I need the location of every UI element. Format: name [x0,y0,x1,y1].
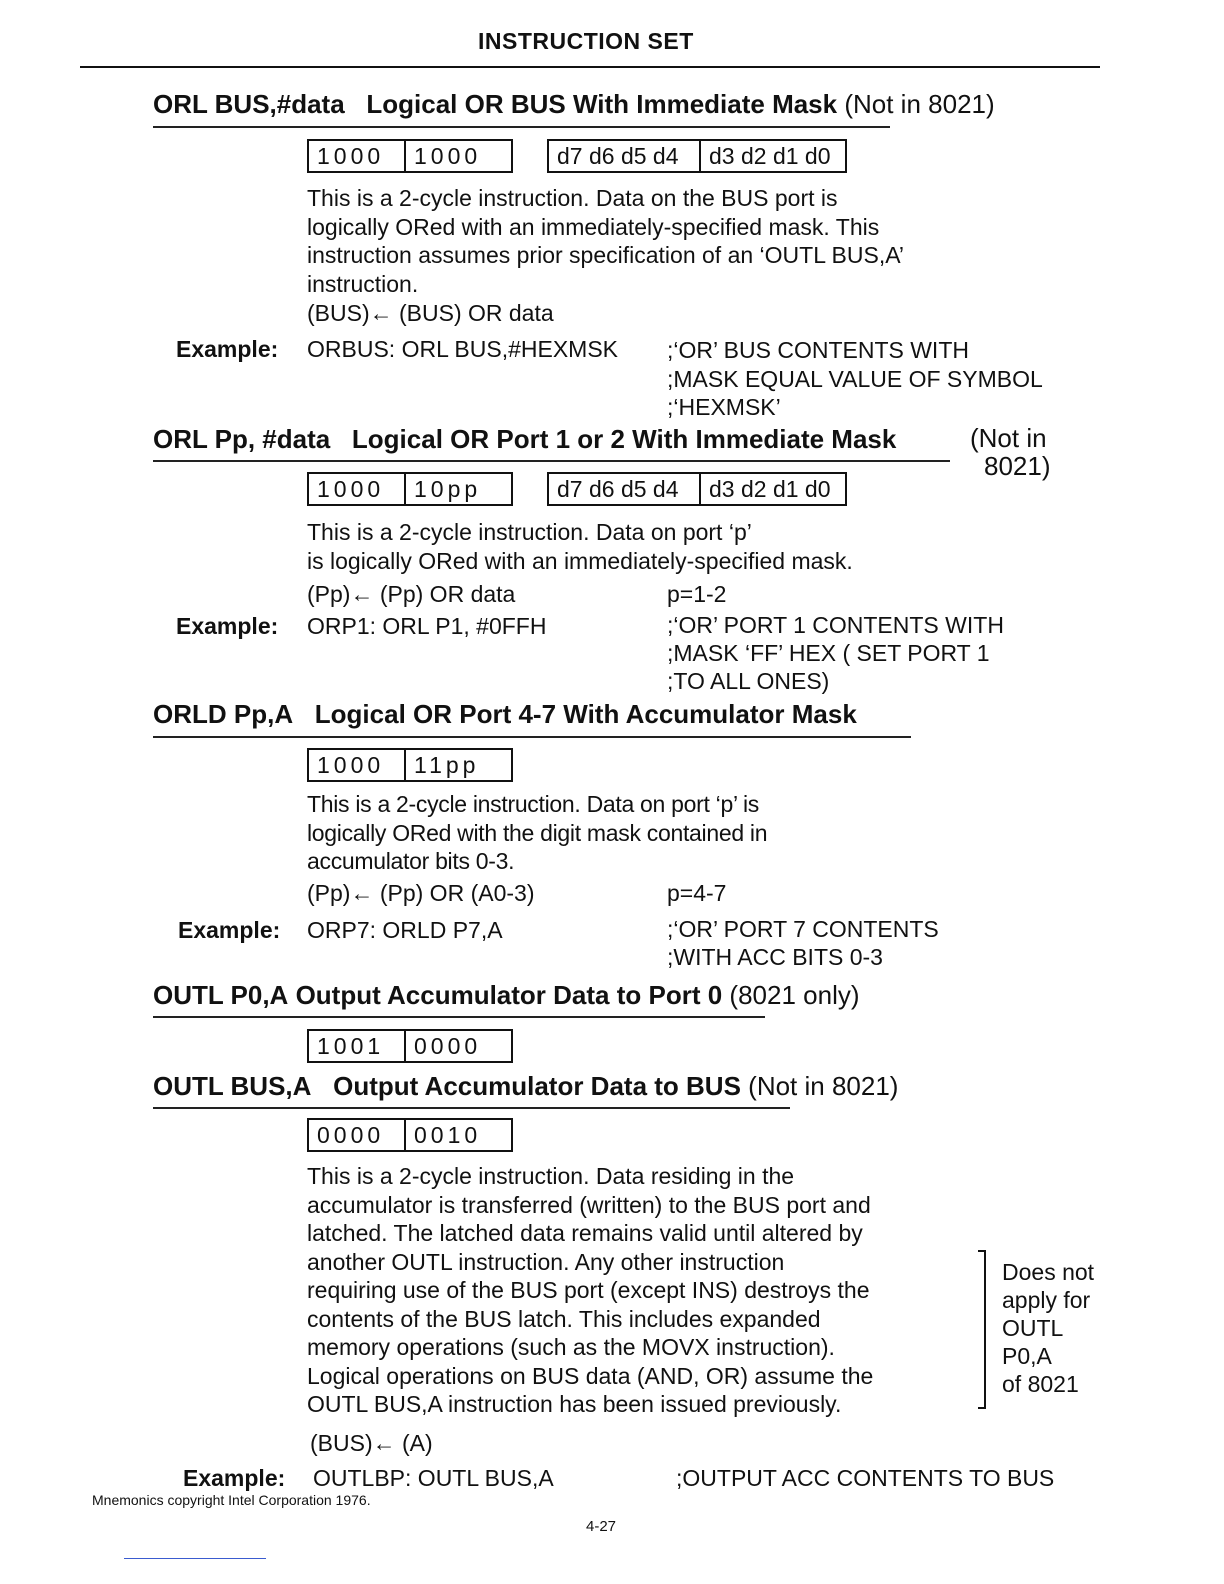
s2-imm-low: d3 d2 d1 d0 [699,474,845,504]
s5-equation: (BUS)← (A) [310,1430,433,1456]
s2-description: Logical OR Port 1 or 2 With Immediate Mask [351,424,897,454]
s5-side-note [1002,1258,1094,1398]
s2-title [153,424,896,455]
side-note-line: Does not [1002,1259,1095,1285]
s5-description: Output Accumulator Data to BUS [333,1071,741,1101]
s2-note-line2: 8021) [984,451,1051,481]
s3-example-code: ORP7: ORLD P7,A [307,917,503,943]
s5-note: (Not in 8021) [748,1071,899,1101]
s5-example-label: Example: [183,1465,286,1491]
s1-example-comment [667,336,1043,422]
s2-equation: (Pp)← (Pp) OR data [307,581,516,607]
s5-underline [153,1107,790,1109]
s1-example-code: ORBUS: ORL BUS,#HEXMSK [307,336,619,362]
s2-underline [153,460,950,462]
s3-equation: (Pp)← (Pp) OR (A0-3) [307,880,535,906]
s2-opcode-box [307,472,513,506]
s2-note-line1: (Not in [970,423,1047,453]
s2-opcode-high: 1000 [317,476,385,502]
s2-example-code: ORP1: ORL P1, #0FFH [307,613,547,639]
s1-opcode-box [307,139,513,173]
side-note-line: of 8021 [1002,1371,1079,1397]
side-note-line: OUTL [1002,1315,1064,1341]
s2-body-line: This is a 2-cycle instruction. Data on port ‘p’ [307,519,752,545]
s1-body-line: instruction. [307,270,419,297]
s5-body-line: memory operations (such as the MOVX instruction). [307,1334,835,1360]
s5-opcode-low: 0010 [404,1120,511,1150]
s5-mnemonic: OUTL BUS,A [153,1071,312,1101]
s5-body-line: This is a 2-cycle instruction. Data residing in the [307,1163,795,1189]
s2-comment-line: ;TO ALL ONES) [667,668,830,694]
s5-body-line: Logical operations on BUS data (AND, OR) assume the [307,1362,874,1389]
s1-imm-high: d7 d6 d5 d4 [557,143,679,169]
s1-title [153,89,995,120]
s1-body-line: This is a 2-cycle instruction. Data on the BUS port is [307,185,838,211]
s5-opcode-high: 0000 [317,1122,385,1148]
s3-body-line: accumulator bits 0-3. [307,848,515,874]
s1-comment-line: ;‘HEXMSK’ [667,394,781,420]
side-note-bracket [978,1250,986,1409]
s3-example-label: Example: [178,917,281,943]
s3-opcode-high: 1000 [317,752,385,778]
footer-link-line [124,1558,266,1559]
s2-body-line: is logically ORed with an immediately-specified mask. [307,547,853,574]
s3-body [307,790,767,876]
s1-comment-line: ;‘OR’ BUS CONTENTS WITH [667,337,969,363]
s5-opcode-box [307,1118,513,1152]
s1-opcode-low: 1000 [404,141,511,171]
s4-opcode-low: 0000 [404,1031,511,1061]
s3-mnemonic: ORLD Pp,A [153,699,294,729]
s5-body-line: latched. The latched data remains valid until altered by [307,1220,863,1246]
s2-example-comment [667,611,1004,695]
s4-opcode-box [307,1029,513,1063]
s4-underline [153,1016,765,1018]
s2-opcode-low: 10pp [404,474,511,504]
s3-body-line: logically ORed with the digit mask contained in [307,819,768,846]
s2-comment-line: ;‘OR’ PORT 1 CONTENTS WITH [667,612,1004,638]
s5-example-code: OUTLBP: OUTL BUS,A [313,1465,554,1491]
s3-comment-line: ;‘OR’ PORT 7 CONTENTS [667,916,939,942]
s4-note: (8021 only) [729,980,860,1010]
s5-body [307,1162,873,1419]
copyright-notice: Mnemonics copyright Intel Corporation 1976. [92,1492,371,1508]
s3-equation-note: p=4-7 [667,880,727,906]
s3-example-comment [667,915,939,971]
s1-note: (Not in 8021) [844,89,995,119]
s2-mnemonic: ORL Pp, #data [153,424,331,454]
s4-title [153,980,860,1011]
s5-body-line: another OUTL instruction. Any other instruction [307,1248,785,1275]
s2-immediate-box [547,472,847,506]
s1-underline [153,126,890,128]
s3-comment-line: ;WITH ACC BITS 0-3 [667,944,883,970]
s5-body-line: contents of the BUS latch. This includes expanded [307,1305,821,1332]
s1-imm-low: d3 d2 d1 d0 [699,141,845,171]
s5-body-line: requiring use of the BUS port (except INS) destroys the [307,1277,870,1303]
s3-body-line: This is a 2-cycle instruction. Data on port ‘p’ is [307,791,759,817]
side-note-line: P0,A [1002,1343,1052,1369]
s3-underline [153,736,911,738]
s1-equation: (BUS)← (BUS) OR data [307,300,554,326]
s1-mnemonic: ORL BUS,#data [153,89,345,119]
s1-body-line: instruction assumes prior specification of an ‘OUTL BUS,A’ [307,242,904,268]
s2-comment-line: ;MASK ‘FF’ HEX ( SET PORT 1 [667,640,990,666]
s5-body-line: OUTL BUS,A instruction has been issued previously. [307,1391,842,1417]
s5-body-line: accumulator is transferred (written) to the BUS port and [307,1191,871,1218]
s1-body [307,184,904,298]
s3-title [153,699,857,730]
header-rule [80,66,1100,68]
s5-title [153,1071,898,1102]
s1-opcode-high: 1000 [317,143,385,169]
s1-comment-line: ;MASK EQUAL VALUE OF SYMBOL [667,365,1043,392]
s1-example-label: Example: [176,336,279,362]
s4-opcode-high: 1001 [317,1033,385,1059]
page-number: 4-27 [586,1518,617,1535]
s4-description: Output Accumulator Data to Port 0 [295,980,723,1010]
s2-example-label: Example: [176,613,279,639]
s1-description: Logical OR BUS With Immediate Mask [366,89,838,119]
page-header: INSTRUCTION SET [478,28,694,54]
s2-note [970,424,1051,480]
s4-mnemonic: OUTL P0,A [153,980,289,1010]
s2-imm-high: d7 d6 d5 d4 [557,476,679,502]
s5-example-comment: ;OUTPUT ACC CONTENTS TO BUS [676,1465,1055,1491]
s3-description: Logical OR Port 4-7 With Accumulator Mask [314,699,857,729]
s2-body [307,518,853,575]
side-note-line: apply for [1002,1287,1091,1313]
s1-immediate-box [547,139,847,173]
s1-body-line: logically ORed with an immediately-specified mask. This [307,213,880,240]
s2-equation-note: p=1-2 [667,581,727,607]
s3-opcode-box [307,748,513,782]
s3-opcode-low: 11pp [404,750,511,780]
